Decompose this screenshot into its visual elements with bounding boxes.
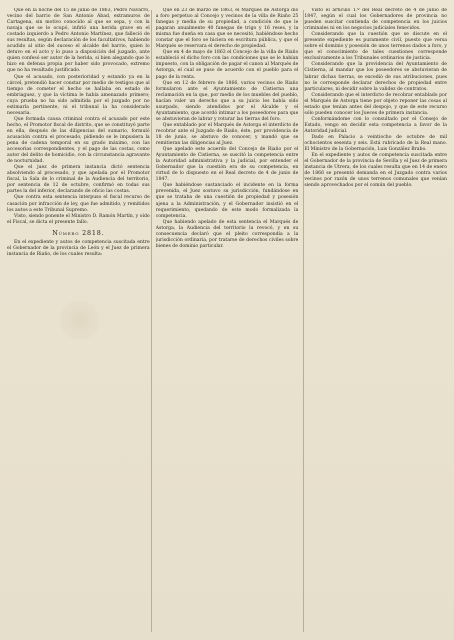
paragraph: Que el juez de primera instancia dictó sentencia absolviendo al procesado, y que apelada por el Promotor fiscal, la Sala de lo criminal de la Audiencia del territorio, por sentencia de 12 de octubre, confirmó en todas sus partes la del inferior, declarando de oficio las costas.	[7, 165, 150, 195]
paragraph: Que en 12 de febrero de 1866, varios vecinos de Riaño formularon ante el Ayuntamiento de Cistierna una reclamación en la que, por medio de los muebles del pueblo, hacían valer un derecho que a su juicio les había sido usurpado, siendo atendidos por el Alcalde y el Ayuntamiento, que acordó intimar a los poseedores para que se abstuvieran de labrar y roturar las tierras del foro.	[155, 80, 299, 122]
column-divider	[151, 10, 152, 632]
section-heading: Número 2818.	[52, 228, 105, 237]
paragraph: En el expediente y autos de competencia suscitada entre el Gobernador de la provincia de Sevilla y el Juez de primera instancia de Utrera, de los cuales resulta que en 14 de enero de 1866 se presentó demanda en el Juzgado contra varios vecinos por razón de unos terrenos comunales que venían siendo aprovechados por el común del pueblo.	[304, 153, 448, 189]
paragraph: Que formada causa criminal contra el acusado por este hecho, el Promotor fiscal de distrito, que se constituyó parte en ella, después de las diligencias del sumario, formuló acusación contra el procesado, pidiendo se le impusiera la pena de cadena temporal en su grado máximo, con las accesorias correspondientes, y el pago de las costas, como autor del delito de homicidio, con la circunstancia agravante de nocturnidad.	[7, 116, 150, 165]
paper-stain	[60, 300, 100, 340]
column-middle	[156, 8, 299, 634]
paragraph: Considerando que el interdicto de recobrar entablado por el Marqués de Astorga tiene por objeto reponer las cosas al estado que tenían antes del despojo, y que de este recurso sólo pueden conocer los Jueces de primera instancia.	[304, 92, 448, 116]
paragraph: Que en la noche del 15 de junio de 1863, Pedro Navarro, vecino del barrio de San Antonio Abad, extramuros de Cartagena, sin motivo conocido al que se sepa, y con la navaja que se le ocupó, infirió una herida grave en el costado izquierdo a Pedro Antonio Martínez, que falleció de sus resultas, según declaración de los facultativos, habiendo acudido al sitio del suceso el alcalde del barrio, quien lo detuvo en el acto y lo puso a disposición del juzgado, ante quien confesó ser autor de la herida, si bien alegando que lo hizo en defensa propia por haber sido provocado, extremo que no ha resultado justificado.	[7, 8, 150, 74]
paragraph: Considerando que la providencia del Ayuntamiento de Cistierna, al mandar que los poseedores se abstuvieran de labrar dichas tierras, se excedió de sus atribuciones, pues no le corresponde declarar derechos de propiedad entre particulares, ni decidir sobre la validez de contratos.	[304, 62, 448, 92]
paragraph: Que entablado por el Marqués de Astorga el interdicto de recobrar ante el Juzgado de Riaño, éste, por providencia de 18 de junio, se abstuvo de conocer, y mandó que se remitieran las diligencias al Juez.	[155, 122, 299, 147]
paragraph: Que habiendo apelado de esta sentencia el Marqués de Astorga, la Audiencia del territorio la revocó, y en su consecuencia declaró que el pleito correspondía a la jurisdicción ordinaria, por tratarse de derechos civiles sobre bienes de dominio particular.	[155, 219, 299, 249]
paragraph: Que contra esta sentencia interpuso el fiscal recurso de casación por infracción de ley, que fue admitido, y remitidos los autos a este Tribunal Supremo.	[7, 195, 150, 213]
paragraph: Que apelado este acuerdo del Concejo de Riaño por el Ayuntamiento de Cistierna, se suscitó la competencia entre la Autoridad administrativa y la judicial, por entender el Gobernador que la cuestión era de su competencia, en virtud de lo dispuesto en el Real decreto de 4 de junio de 1847.	[155, 147, 299, 183]
paragraph: Que en 23 de marzo de 1863, el Marqués de Astorga dio a foro perpetuo al Concejo y vecinos de la villa de Riaño 25 fanegas y media de su propiedad, a condición de que le pagaran anualmente 40 fanegas de trigo y 16 reses, y la misma fue dueña en casa que se necesitó, habiéndose hecho constar que el foro se hiciera en escritura pública, y que el Marqués se reservara el derecho de propiedad.	[155, 8, 299, 50]
paragraph: Visto el artículo 1.º del Real decreto de 4 de junio de 1847, según el cual los Gobernadores de provincia no pueden suscitar contienda de competencia en los juicios criminales ni en los negocios judiciales fenecidos.	[304, 8, 448, 32]
column-right	[304, 8, 447, 634]
paragraph: Que el acusado, con posterioridad y estando ya en la cárcel, pretendió hacer constar por medio de testigos que al tiempo de cometer el hecho se hallaba en estado de embriaguez, y que la víctima le había amenazado primero; cuya prueba no ha sido admitida por el juzgado por no estimarla pertinente, ni el tribunal la ha considerado necesaria.	[7, 74, 150, 116]
paragraph: Dado en Palacio a veintiocho de octubre de mil ochocientos sesenta y seis. Está rubricado de la Real mano. El Ministro de la Gobernación, Luis González Brabo.	[304, 134, 448, 153]
paragraph: Visto, siendo ponente el Ministro D. Ramón Martín, y oído el Fiscal, se dicta el presente fallo.	[7, 213, 150, 225]
paragraph: Conformándome con lo consultado por el Consejo de Estado, vengo en decidir esta competencia a favor de la Autoridad judicial.	[304, 116, 448, 134]
paragraph: Considerando que la cuestión que se discute en el presente expediente es puramente civil, puesto que versa sobre el dominio y posesión de unos terrenos dados a foro, y que el conocimiento de tales cuestiones corresponde exclusivamente a los Tribunales ordinarios de justicia.	[304, 32, 448, 62]
paragraph: En el expediente y autos de competencia suscitada entre el Gobernador de la provincia de León y el Juez de primera instancia de Riaño, de los cuales resulta:	[7, 239, 150, 257]
paragraph: Que en 4 de mayo de 1863 el Concejo de la villa de Riaño estableció el dicho foro con las condiciones que se le habían impuesto, con la obligación de pagar el canon al Marqués de Astorga, el cual se puso de acuerdo con el pueblo para el pago de la renta.	[155, 50, 299, 80]
paragraph: Que habiéndose sustanciado el incidente en la forma prevenida, el Juez sostuvo su jurisdicción, fundándose en que se trataba de una cuestión de propiedad y posesión ajena a la Administración, y el Gobernador insistió en el requerimiento, quedando de este modo formalizada la competencia.	[155, 183, 299, 219]
column-divider	[303, 10, 304, 632]
